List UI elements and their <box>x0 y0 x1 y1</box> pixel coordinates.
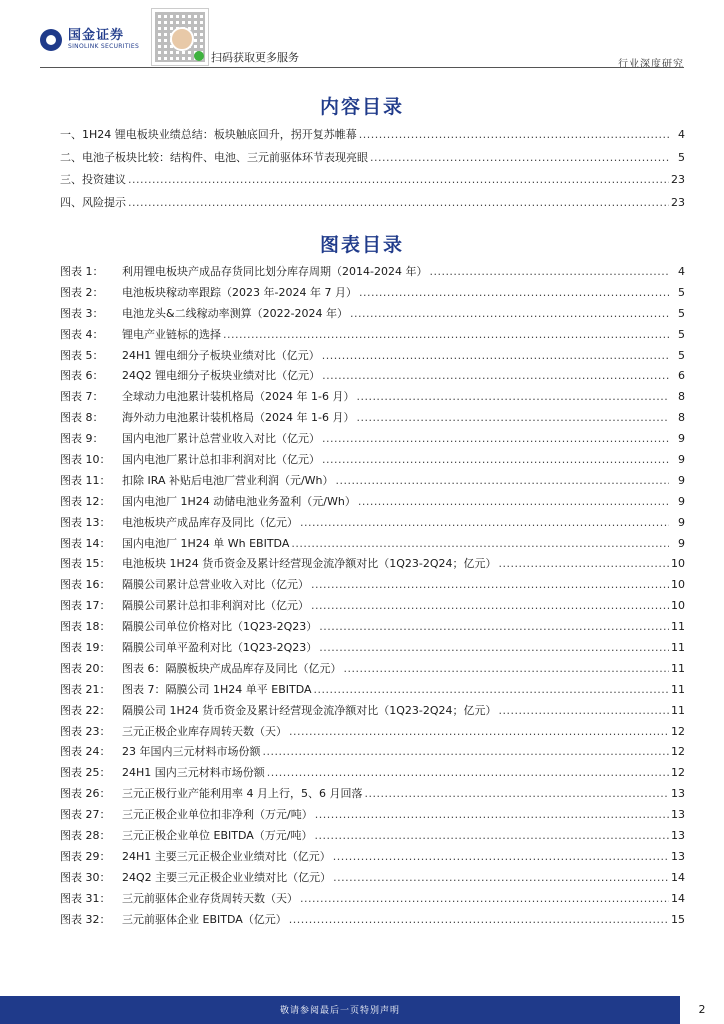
figure-entry-label: 国内电池厂 1H24 动储电池业务盈利（元/Wh） <box>122 494 356 508</box>
figure-entry-page: 11 <box>671 703 685 717</box>
figure-entry-label: 扣除 IRA 补贴后电池厂营业利润（元/Wh） <box>122 473 334 487</box>
figure-entry-number: 图表 17： <box>60 599 111 613</box>
figures-title: 图表目录 <box>319 234 404 256</box>
figure-entry-page: 5 <box>678 285 685 299</box>
figure-entry[interactable] <box>60 575 685 596</box>
figure-entry-number: 图表 4： <box>60 327 104 341</box>
figure-entry-number: 图表 10： <box>60 453 111 467</box>
figure-entry[interactable] <box>60 450 685 471</box>
figure-entry[interactable] <box>60 826 685 847</box>
brand-logo <box>40 28 139 51</box>
figure-entry[interactable] <box>60 325 685 346</box>
figure-entry-page: 13 <box>671 829 685 843</box>
figure-entry[interactable] <box>60 408 685 429</box>
brand-name-cn: 国金证券 <box>68 28 125 43</box>
dot-leader <box>319 638 669 659</box>
figure-entry-number: 图表 14： <box>60 536 111 550</box>
dot-leader <box>322 346 669 367</box>
contents-entry-page: 5 <box>678 150 685 164</box>
qr-code-icon <box>151 8 209 66</box>
contents-title: 内容目录 <box>319 96 404 118</box>
figure-entry-page: 9 <box>678 494 685 508</box>
dot-leader <box>128 169 669 192</box>
brand-name-en: SINOLINK SECURITIES <box>68 43 140 50</box>
figure-entry-page: 12 <box>671 724 685 738</box>
figure-entry[interactable] <box>60 763 685 784</box>
dot-leader <box>300 513 669 534</box>
figure-entry-number: 图表 11： <box>60 473 111 487</box>
dot-leader <box>300 889 669 910</box>
figure-entry-page: 13 <box>671 808 685 822</box>
dot-leader <box>319 617 669 638</box>
figure-entry-number: 图表 1： <box>60 265 104 278</box>
page-footer <box>0 996 724 1024</box>
figure-entry-label: 24H1 主要三元正极企业业绩对比（亿元） <box>122 849 331 863</box>
brand-logo-icon <box>40 29 62 51</box>
figure-entry-page: 9 <box>678 515 685 529</box>
figure-entry-page: 12 <box>671 766 685 780</box>
figure-entry[interactable] <box>60 847 685 868</box>
figure-entry-number: 图表 20： <box>60 661 111 675</box>
figure-entry-number: 图表 5： <box>60 348 104 362</box>
figure-entry-number: 图表 16： <box>60 578 111 592</box>
figure-entry-label: 隔膜公司单位价格对比（1Q23-2Q23） <box>122 620 318 634</box>
figure-entry-page: 11 <box>671 682 685 696</box>
figure-entry-page: 14 <box>671 870 685 884</box>
figure-entry-page: 12 <box>671 745 685 759</box>
contents-entry-label: 四、风险提示 <box>60 195 126 209</box>
figure-entry-number: 图表 19： <box>60 641 111 655</box>
figure-entry-label: 三元正极行业产能利用率 4 月上行，5、6 月回落 <box>122 787 363 801</box>
figure-entry-label: 三元正极企业单位 EBITDA（万元/吨） <box>122 829 313 843</box>
contents-entry-label: 二、电池子板块比较：结构件、电池、三元前驱体环节表现亮眼 <box>60 150 368 164</box>
figure-entry[interactable] <box>60 346 685 367</box>
figure-entry-number: 图表 15： <box>60 557 111 571</box>
figure-entry-page: 11 <box>671 641 685 655</box>
dot-leader <box>429 262 669 283</box>
figure-entry-label: 24H1 锂电细分子板块业绩对比（亿元） <box>122 348 320 362</box>
dot-leader <box>289 722 669 743</box>
contents-entry-page: 4 <box>678 128 685 141</box>
header-divider <box>40 67 684 68</box>
figure-entry-label: 隔膜公司累计总扣非利润对比（亿元） <box>122 599 309 613</box>
figure-entry-page: 4 <box>678 265 685 278</box>
figure-entry-label: 电池板块产成品库存及同比（亿元） <box>122 515 298 529</box>
figure-entry-label: 图表 7：隔膜公司 1H24 单平 EBITDA <box>122 682 312 696</box>
figure-entry-page: 9 <box>678 432 685 446</box>
dot-leader <box>356 387 669 408</box>
contents-entry[interactable] <box>60 192 685 215</box>
dot-leader <box>336 471 669 492</box>
figure-entry-number: 图表 32： <box>60 912 111 926</box>
dot-leader <box>315 805 669 826</box>
dot-leader <box>311 575 669 596</box>
figure-entry[interactable] <box>60 910 685 931</box>
figure-entry-label: 23 年国内三元材料市场份额 <box>122 745 261 759</box>
figure-entry-number: 图表 12： <box>60 494 111 508</box>
figure-entry-page: 10 <box>671 578 685 592</box>
figure-entry-number: 图表 2： <box>60 285 104 299</box>
figure-entry-number: 图表 23： <box>60 724 111 738</box>
figure-entry[interactable] <box>60 784 685 805</box>
figure-entry-number: 图表 22： <box>60 703 111 717</box>
figure-entry-label: 锂电产业链标的选择 <box>122 327 221 341</box>
figure-entry-page: 9 <box>678 473 685 487</box>
figure-entry[interactable] <box>60 680 685 701</box>
figure-entry-label: 三元前驱体企业存货周转天数（天） <box>122 891 298 905</box>
figure-entry[interactable] <box>60 387 685 408</box>
contents-list <box>60 124 685 214</box>
figure-entry-number: 图表 8： <box>60 411 104 425</box>
dot-leader <box>359 124 669 147</box>
contents-entry[interactable] <box>60 124 685 147</box>
dot-leader <box>499 554 669 575</box>
figures-list <box>60 262 685 931</box>
figure-entry[interactable] <box>60 659 685 680</box>
figure-entry-label: 国内电池厂 1H24 单 Wh EBITDA <box>122 536 290 550</box>
figure-entry-label: 三元正极企业单位扣非净利（万元/吨） <box>122 808 313 822</box>
contents-entry[interactable] <box>60 147 685 170</box>
dot-leader <box>267 763 669 784</box>
contents-entry-label: 一、1H24 锂电板块业绩总结：板块触底回升，拐开复苏帷幕 <box>60 128 357 141</box>
dot-leader <box>314 680 669 701</box>
dot-leader <box>291 534 669 555</box>
figure-entry-number: 图表 9： <box>60 432 104 446</box>
figure-entry-page: 5 <box>678 348 685 362</box>
figure-entry[interactable] <box>60 805 685 826</box>
dot-leader <box>311 596 669 617</box>
page-number: 2 <box>680 996 724 1024</box>
figure-entry-label: 电池龙头&二线稼动率测算（2022-2024 年） <box>122 306 349 320</box>
dot-leader <box>333 868 669 889</box>
wechat-badge-icon <box>194 51 204 61</box>
dot-leader <box>333 847 669 868</box>
figure-entry[interactable] <box>60 617 685 638</box>
figure-entry-number: 图表 31： <box>60 891 111 905</box>
figure-entry-label: 三元前驱体企业 EBITDA（亿元） <box>122 912 287 926</box>
figure-entry-page: 9 <box>678 536 685 550</box>
figure-entry-label: 利用锂电板块产成品存货同比划分库存周期（2014-2024 年） <box>122 265 428 278</box>
figure-entry-page: 15 <box>671 912 685 926</box>
figure-entry-page: 8 <box>678 390 685 404</box>
figure-entry-number: 图表 26： <box>60 787 111 801</box>
figure-entry-label: 三元正极企业库存周转天数（天） <box>122 724 287 738</box>
figure-entry-page: 11 <box>671 661 685 675</box>
figure-entry[interactable] <box>60 283 685 304</box>
figure-entry[interactable] <box>60 492 685 513</box>
figure-entry[interactable] <box>60 701 685 722</box>
figure-entry-label: 电池板块 1H24 货币资金及累计经营现金流净额对比（1Q23-2Q24；亿元） <box>122 557 497 571</box>
dot-leader <box>359 283 669 304</box>
dot-leader <box>370 147 669 170</box>
dot-leader <box>344 659 670 680</box>
figure-entry-label: 海外动力电池累计装机格局（2024 年 1-6 月） <box>122 411 355 425</box>
figure-entry-number: 图表 18： <box>60 620 111 634</box>
scan-prompt: 扫码获取更多服务 <box>211 51 299 64</box>
figure-entry-label: 隔膜公司 1H24 货币资金及累计经营现金流净额对比（1Q23-2Q24；亿元） <box>122 703 497 717</box>
dot-leader <box>322 429 669 450</box>
dot-leader <box>350 304 669 325</box>
figure-entry-page: 9 <box>678 453 685 467</box>
figure-entry-page: 10 <box>671 557 685 571</box>
report-type: 行业深度研究 <box>618 59 684 70</box>
figure-entry-label: 隔膜公司累计总营业收入对比（亿元） <box>122 578 309 592</box>
figure-entry-number: 图表 24： <box>60 745 111 759</box>
figure-entry[interactable] <box>60 262 685 283</box>
figure-entry[interactable] <box>60 722 685 743</box>
figure-entry-label: 24Q2 主要三元正极企业业绩对比（亿元） <box>122 870 332 884</box>
dot-leader <box>356 408 669 429</box>
figure-entry-page: 11 <box>671 620 685 634</box>
figure-entry-number: 图表 25： <box>60 766 111 780</box>
dot-leader <box>499 701 669 722</box>
contents-entry-page: 23 <box>671 195 685 209</box>
figure-entry-label: 国内电池厂累计总营业收入对比（亿元） <box>122 432 320 446</box>
figure-entry-label: 国内电池厂累计总扣非利润对比（亿元） <box>122 453 320 467</box>
figure-entry-label: 全球动力电池累计装机格局（2024 年 1-6 月） <box>122 390 355 404</box>
figure-entry-number: 图表 21： <box>60 682 111 696</box>
figure-entry[interactable] <box>60 513 685 534</box>
footer-disclaimer: 敬请参阅最后一页特别声明 <box>279 1006 400 1016</box>
contents-entry-page: 23 <box>671 173 685 186</box>
figure-entry-page: 10 <box>671 599 685 613</box>
figure-entry[interactable] <box>60 429 685 450</box>
figure-entry-page: 13 <box>671 849 685 863</box>
dot-leader <box>364 784 669 805</box>
figure-entry-number: 图表 27： <box>60 808 111 822</box>
figure-entry-number: 图表 28： <box>60 829 111 843</box>
figure-entry-number: 图表 13： <box>60 515 111 529</box>
figure-entry-page: 6 <box>678 369 685 383</box>
figure-entry-number: 图表 30： <box>60 870 111 884</box>
dot-leader <box>289 910 669 931</box>
figure-entry-number: 图表 7： <box>60 390 104 404</box>
figure-entry-label: 隔膜公司单平盈利对比（1Q23-2Q23） <box>122 641 318 655</box>
figure-entry[interactable] <box>60 366 685 387</box>
dot-leader <box>322 450 669 471</box>
figure-entry-label: 电池板块稼动率跟踪（2023 年-2024 年 7 月） <box>122 285 357 299</box>
figure-entry[interactable] <box>60 304 685 325</box>
figure-entry-label: 24Q2 锂电细分子板块业绩对比（亿元） <box>122 369 321 383</box>
dot-leader <box>358 492 669 513</box>
figure-entry[interactable] <box>60 868 685 889</box>
contents-entry-label: 三、投资建议 <box>60 173 126 186</box>
figure-entry[interactable] <box>60 534 685 555</box>
figure-entry-number: 图表 3： <box>60 306 104 320</box>
figure-entry-page: 5 <box>678 306 685 320</box>
figure-entry-number: 图表 29： <box>60 849 111 863</box>
page-header <box>0 0 724 68</box>
figure-entry-page: 13 <box>671 787 685 801</box>
figure-entry-page: 8 <box>678 411 685 425</box>
figure-entry-page: 14 <box>671 891 685 905</box>
figure-entry-label: 图表 6：隔膜板块产成品库存及同比（亿元） <box>122 661 342 675</box>
figure-entry-number: 图表 6： <box>60 369 104 383</box>
figure-entry[interactable] <box>60 554 685 575</box>
dot-leader <box>314 826 669 847</box>
dot-leader <box>223 325 669 346</box>
figure-entry[interactable] <box>60 596 685 617</box>
dot-leader <box>128 192 669 215</box>
figure-entry[interactable] <box>60 638 685 659</box>
dot-leader <box>263 742 670 763</box>
dot-leader <box>322 366 669 387</box>
figure-entry[interactable] <box>60 471 685 492</box>
figure-entry[interactable] <box>60 889 685 910</box>
figure-entry-label: 24H1 国内三元材料市场份额 <box>122 766 265 780</box>
figure-entry-page: 5 <box>678 327 685 341</box>
figure-entry[interactable] <box>60 742 685 763</box>
contents-entry[interactable] <box>60 169 685 192</box>
